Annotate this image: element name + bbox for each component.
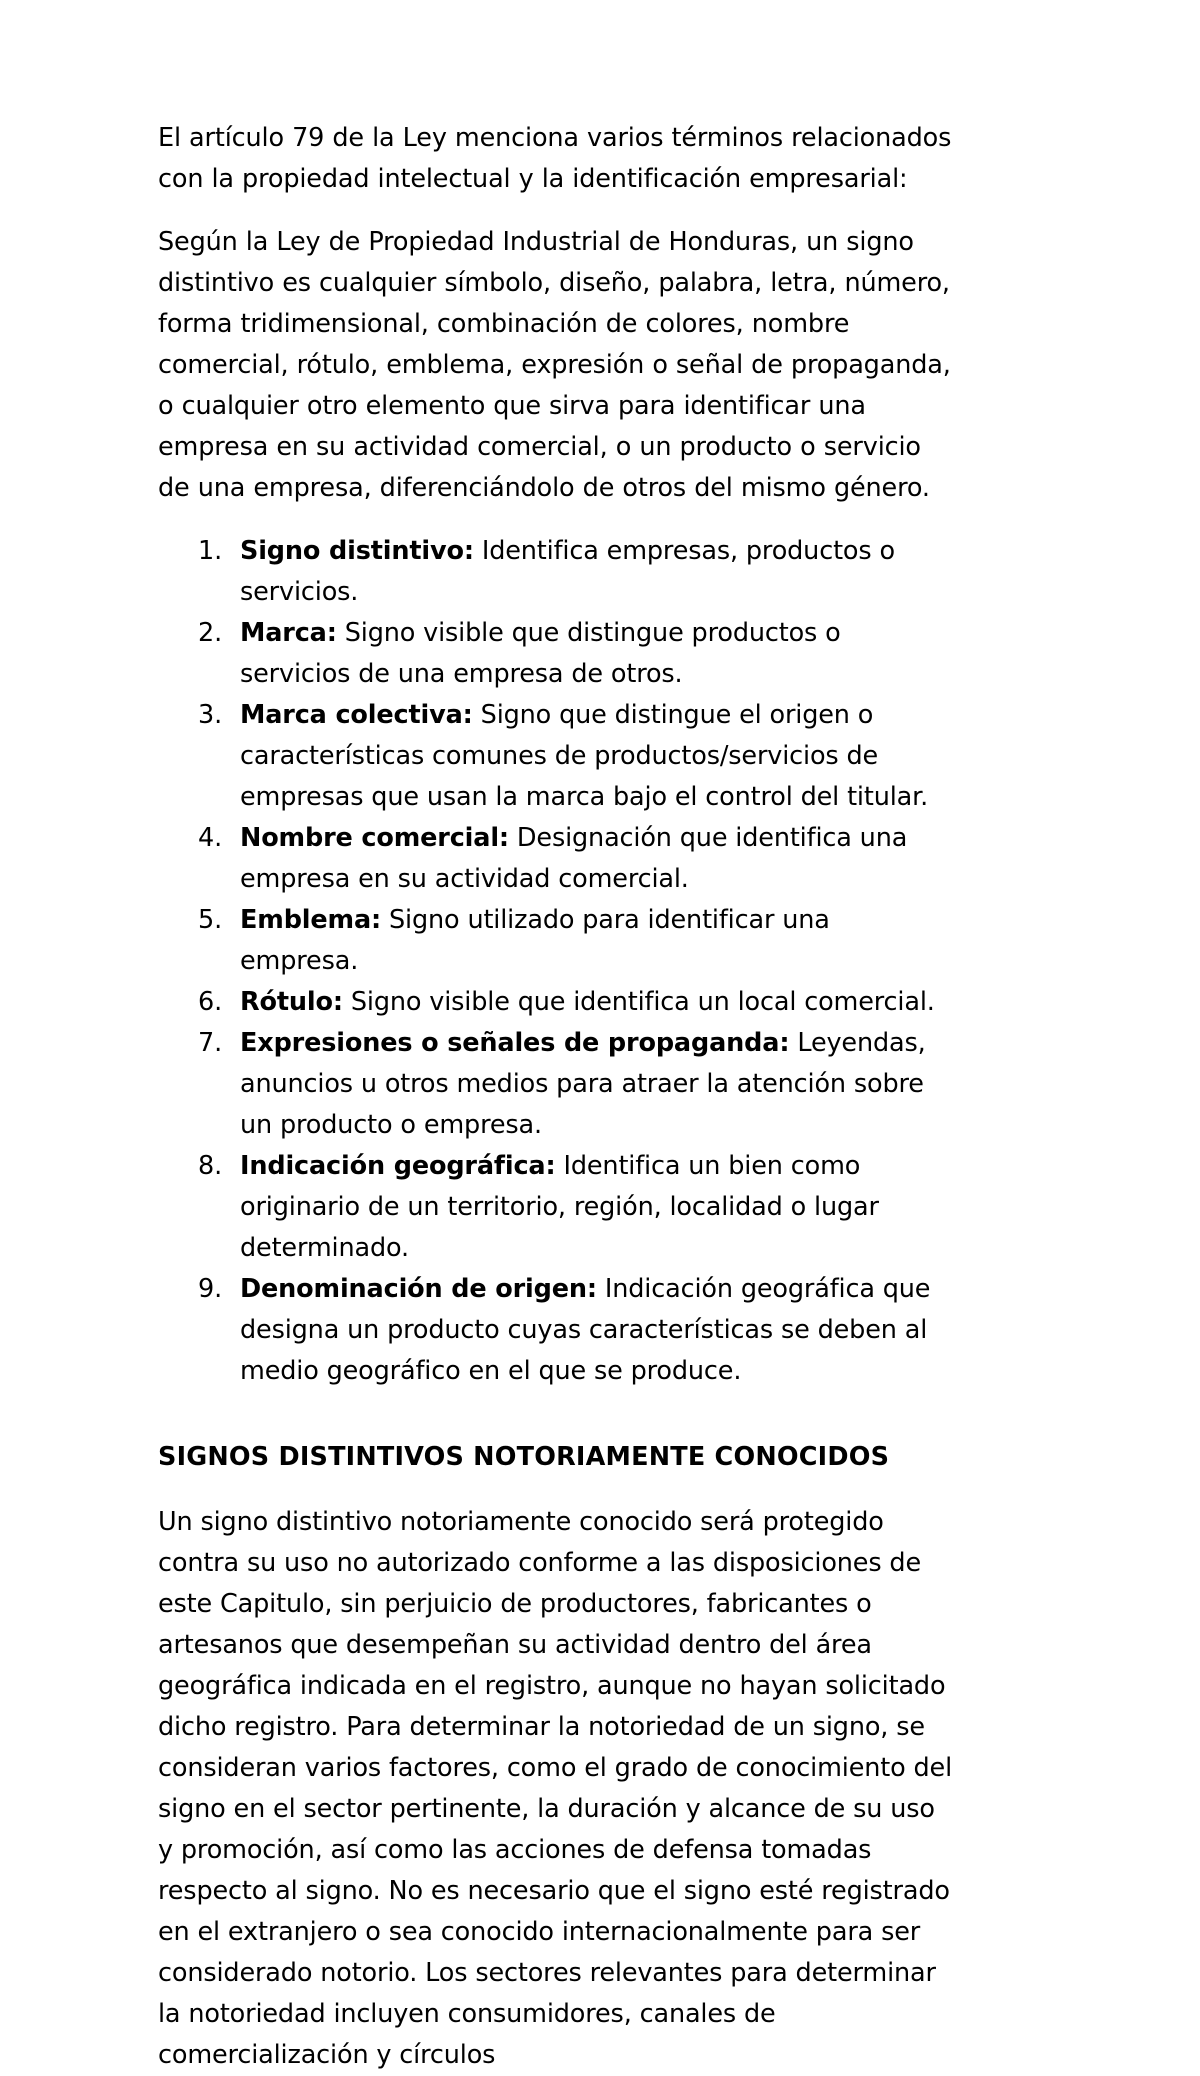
term-definition: Signo visible que distingue productos o servicios de una empresa de otros. <box>240 618 841 689</box>
term-definition: Signo utilizado para identificar una empresa. <box>240 905 830 976</box>
page-title: SIGNOS DISTINTIVOS NOTORIAMENTE CONOCIDOS <box>158 1442 890 1472</box>
term-name: Rótulo: <box>240 987 343 1017</box>
list-item <box>230 1146 952 1269</box>
intro-paragraph-2: Según la Ley de Propiedad Industrial de Honduras, un signo distintivo es cualquier símbolo, diseño, palabra, letra, número, forma tridimensional, combinación de colores, nombre comercial, rótulo, emblema, expresión o señal de propaganda, o cualquier otro elemento que sirva para identificar una empresa en su actividad comercial, o un producto o servicio de una empresa, diferenciándolo de otros del mismo género. <box>158 227 951 503</box>
term-definition: Signo visible que identifica un local comercial. <box>342 987 935 1017</box>
term-name: Expresiones o señales de propaganda: <box>240 1028 790 1058</box>
term-name: Nombre comercial: <box>240 823 509 853</box>
term-name: Denominación de origen: <box>240 1274 597 1304</box>
term-definition: Signo que distingue el origen o características comunes de productos/servicios de empresas que usan la marca bajo el control del titular. <box>240 700 929 812</box>
document-body <box>158 118 952 2076</box>
list-item <box>230 613 952 695</box>
term-definition: Identifica un bien como originario de un territorio, región, localidad o lugar determinado. <box>240 1151 879 1263</box>
list-item <box>230 1023 952 1146</box>
term-definition: Leyendas, anuncios u otros medios para atraer la atención sobre un producto o empresa. <box>240 1028 926 1140</box>
list-item <box>230 900 952 982</box>
list-item <box>230 982 952 1023</box>
term-name: Emblema: <box>240 905 382 935</box>
closing-paragraph: Un signo distintivo notoriamente conocido será protegido contra su uso no autorizado conforme a las disposiciones de este Capitulo, sin perjuicio de productores, fabricantes o artesanos que desempeñan su actividad dentro del área geográfica indicada en el registro, aunque no hayan solicitado dicho registro. Para determinar la notoriedad de un signo, se consideran varios factores, como el grado de conocimiento del signo en el sector pertinente, la duración y alcance de su uso y promoción, así como las acciones de defensa tomadas respecto al signo. No es necesario que el signo esté registrado en el extranjero o sea conocido internacionalmente para ser considerado notorio. Los sectores relevantes para determinar la notoriedad incluyen consumidores, canales de comercialización y círculos <box>158 1507 953 2070</box>
term-name: Signo distintivo: <box>240 536 474 566</box>
list-item <box>230 695 952 818</box>
term-definition: Indicación geográfica que designa un producto cuyas características se deben al medio geográfico en el que se produce. <box>240 1274 931 1386</box>
list-item <box>230 1269 952 1392</box>
term-name: Indicación geográfica: <box>240 1151 556 1181</box>
term-name: Marca colectiva: <box>240 700 473 730</box>
term-definition: Identifica empresas, productos o servicios. <box>240 536 895 607</box>
term-definition: Designación que identifica una empresa en su actividad comercial. <box>240 823 908 894</box>
term-name: Marca: <box>240 618 337 648</box>
list-item <box>230 531 952 613</box>
intro-paragraph-1: El artículo 79 de la Ley menciona varios términos relacionados con la propiedad intelectual y la identificación empresarial: <box>158 123 952 194</box>
terms-list <box>158 531 952 1392</box>
list-item <box>230 818 952 900</box>
